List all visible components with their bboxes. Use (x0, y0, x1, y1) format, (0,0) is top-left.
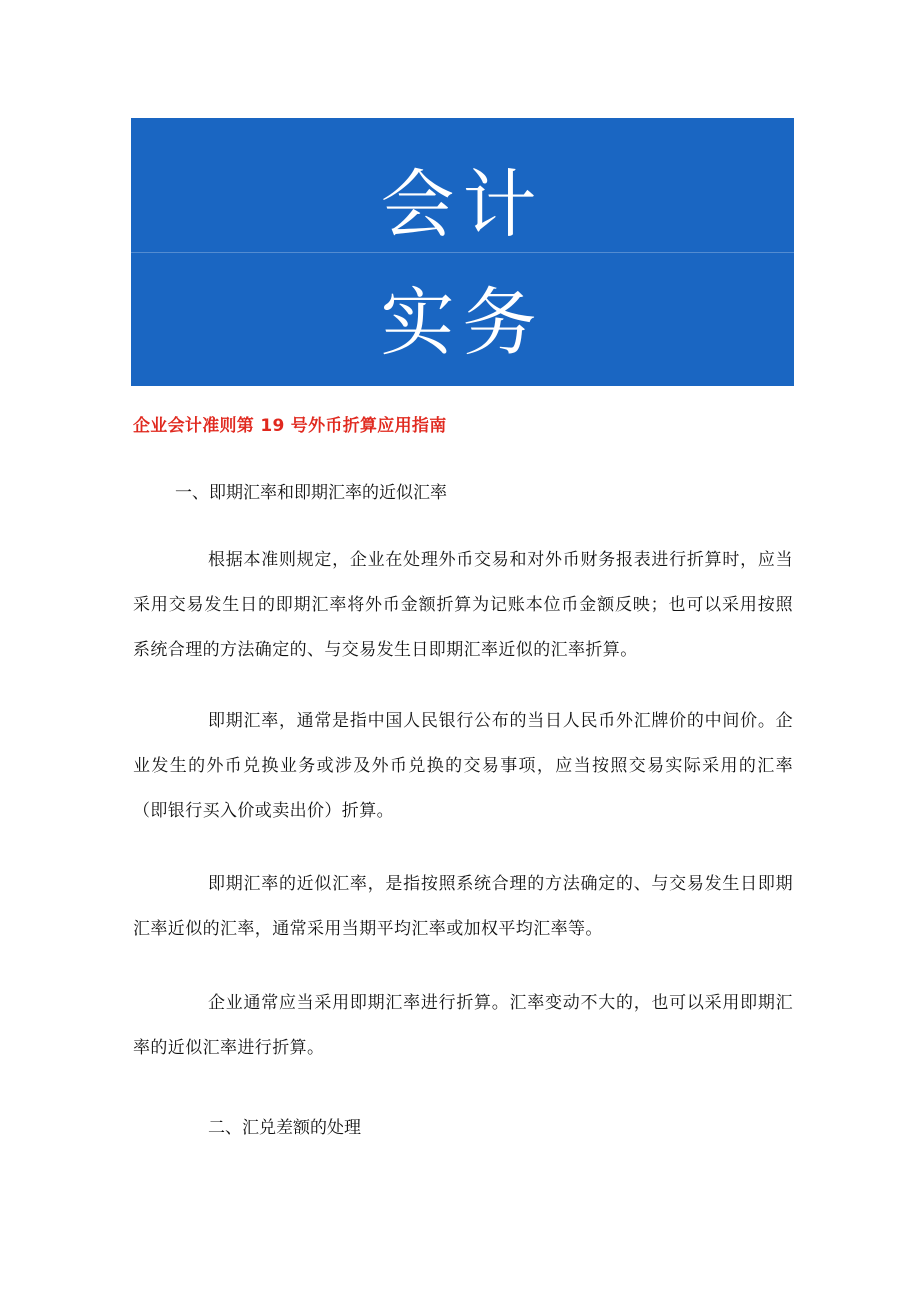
banner-line-2: 实务 (380, 280, 545, 366)
paragraph-4: 企业通常应当采用即期汇率进行折算。汇率变动不大的，也可以采用即期汇率的近似汇率进行折算。 (133, 993, 793, 1058)
paragraph-2: 即期汇率，通常是指中国人民银行公布的当日人民币外汇牌价的中间价。企业发生的外币兑换业务或涉及外币兑换的交易事项，应当按照交易实际采用的汇率（即银行买入价或卖出价）折算。 (133, 711, 793, 821)
banner-divider (131, 252, 794, 253)
section-heading-2: 二、汇兑差额的处理 (208, 1118, 361, 1138)
banner-line-1: 会计 (380, 162, 545, 248)
document-title: 企业会计准则第 19 号外币折算应用指南 (133, 416, 447, 436)
paragraph-3: 即期汇率的近似汇率，是指按照系统合理的方法确定的、与交易发生日即期汇率近似的汇率，通常采用当期平均汇率或加权平均汇率等。 (133, 874, 793, 939)
title-banner (131, 118, 794, 386)
section-heading-1: 一、即期汇率和即期汇率的近似汇率 (175, 483, 447, 503)
paragraph-1: 根据本准则规定，企业在处理外币交易和对外币财务报表进行折算时，应当采用交易发生日的即期汇率将外币金额折算为记账本位币金额反映；也可以采用按照系统合理的方法确定的、与交易发生日即期汇率近似的汇率折算。 (133, 550, 793, 660)
